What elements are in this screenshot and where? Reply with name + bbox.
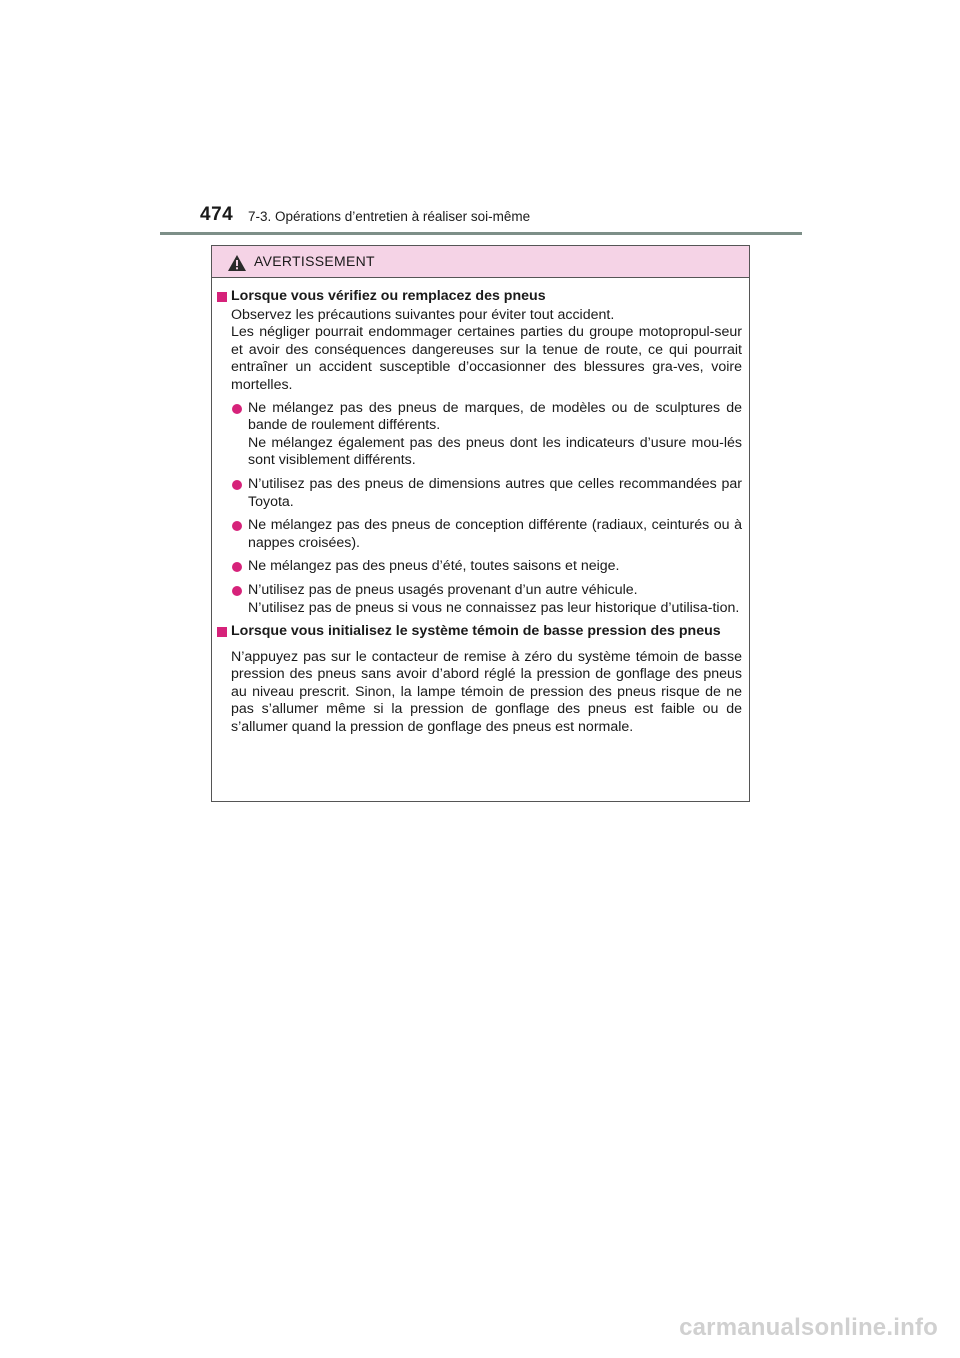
section-paragraph bbox=[217, 649, 742, 737]
warning-body bbox=[212, 278, 749, 737]
square-bullet-icon bbox=[217, 627, 227, 637]
page-number: 474 bbox=[200, 204, 234, 225]
section-heading bbox=[217, 623, 742, 641]
round-bullet-icon bbox=[232, 480, 242, 490]
section-heading bbox=[217, 288, 742, 306]
round-bullet-icon bbox=[232, 404, 242, 414]
bullet-item bbox=[217, 517, 742, 552]
warning-box bbox=[211, 245, 750, 802]
bullet-item bbox=[217, 582, 742, 617]
paragraph-line: N’appuyez pas sur le contacteur de remise à zéro du système témoin de basse pression des pneus sans avoir d’abord réglé la pression de gonflage des pneus au niveau prescrit. Sinon, la lampe témoin de pression des pneus risque de ne pas s’allumer même si la pression de gonflage des pneus est faible ou de s’allumer quand la pression de gonflage des pneus est normale. bbox=[231, 648, 742, 736]
round-bullet-icon bbox=[232, 562, 242, 572]
bullet-item bbox=[217, 400, 742, 470]
bullet-item bbox=[217, 476, 742, 511]
bullet-line: Ne mélangez pas des pneus de marques, de modèles ou de sculptures de bande de roulement différents. bbox=[248, 399, 742, 434]
warning-triangle-icon bbox=[227, 254, 247, 272]
warning-title: AVERTISSEMENT bbox=[254, 253, 375, 269]
section-heading-text: Lorsque vous vérifiez ou remplacez des pneus bbox=[231, 288, 546, 304]
round-bullet-icon bbox=[232, 586, 242, 596]
section-heading-text: Lorsque vous initialisez le système témoin de basse pression des pneus bbox=[231, 623, 721, 640]
round-bullet-icon bbox=[232, 521, 242, 531]
bullet-line: Ne mélangez pas des pneus d’été, toutes saisons et neige. bbox=[248, 558, 620, 575]
watermark: carmanualsonline.info bbox=[679, 1314, 938, 1341]
bullet-line: Ne mélangez également pas des pneus dont les indicateurs d’usure mou-lés sont visiblement différents. bbox=[248, 434, 742, 469]
bullet-line: N’utilisez pas des pneus de dimensions autres que celles recommandées par Toyota. bbox=[248, 475, 742, 510]
page-header bbox=[200, 204, 760, 228]
bullet-list bbox=[217, 400, 742, 618]
paragraph-line: Les négliger pourrait endommager certaines parties du groupe motopropul-seur et avoir des conséquences dangereuses sur la tenue de route, ce qui pourrait entraîner un accident susceptible d’occasionner des blessures gra-ves, voire mortelles. bbox=[231, 324, 742, 393]
warning-header bbox=[212, 246, 749, 278]
section-title: 7-3. Opérations d’entretien à réaliser soi-même bbox=[248, 209, 531, 224]
bullet-line: Ne mélangez pas des pneus de conception différente (radiaux, ceinturés ou à nappes croisées). bbox=[248, 517, 742, 551]
bullet-line: N’utilisez pas de pneus usagés provenant d’un autre véhicule. bbox=[248, 581, 638, 598]
bullet-item bbox=[217, 558, 742, 576]
square-bullet-icon bbox=[217, 292, 227, 302]
paragraph-line: Observez les précautions suivantes pour éviter tout accident. bbox=[231, 306, 615, 323]
header-rule bbox=[160, 232, 802, 235]
bullet-line: N’utilisez pas de pneus si vous ne connaissez pas leur historique d’utilisa-tion. bbox=[248, 599, 740, 616]
section-paragraph bbox=[217, 307, 742, 395]
